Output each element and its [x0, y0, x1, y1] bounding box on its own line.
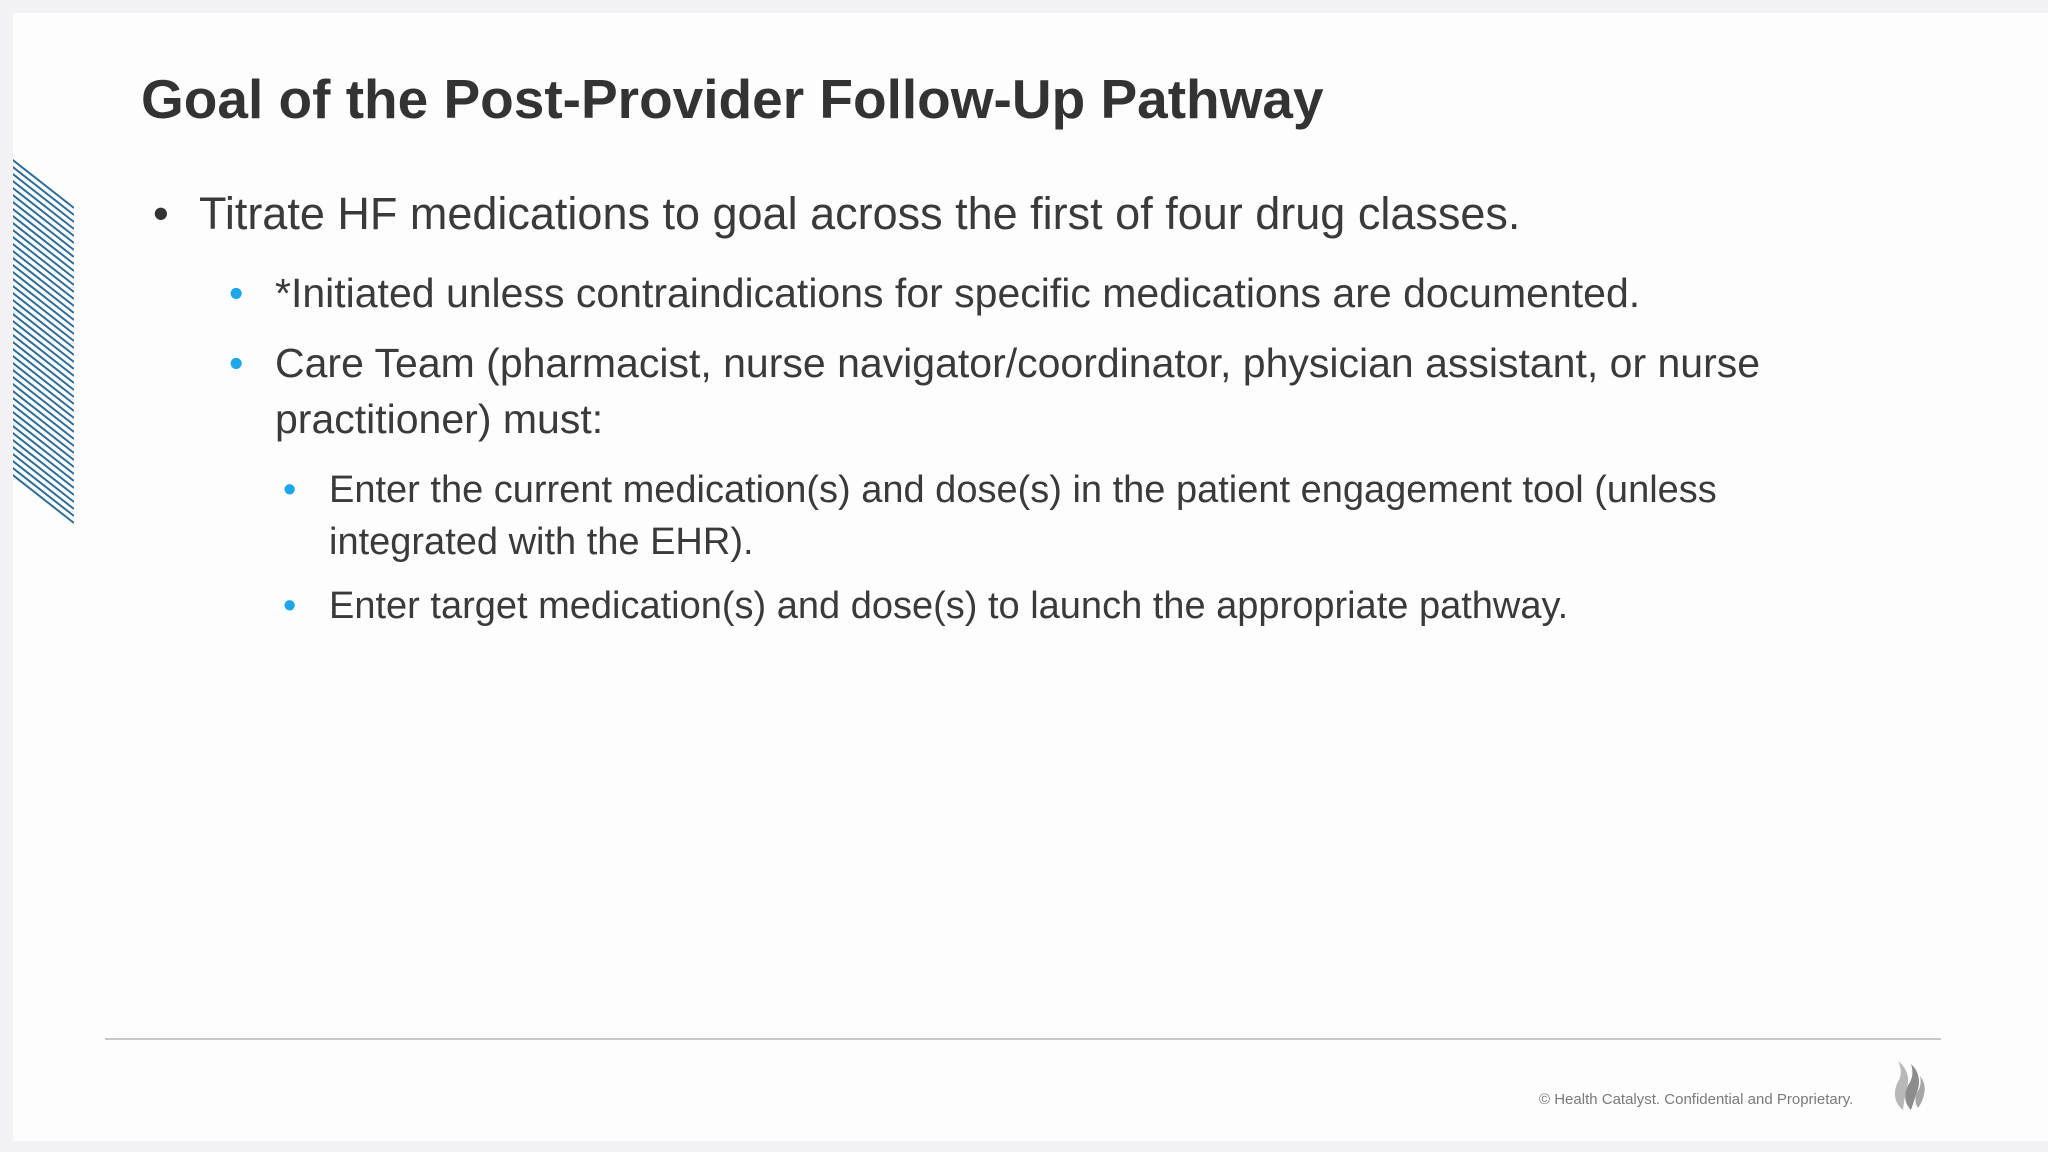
stripe-line — [13, 500, 74, 526]
bullet-dot-icon: • — [283, 469, 297, 511]
slide — [13, 13, 2048, 1141]
bullet-text: *Initiated unless contraindications for specific medications are documented. — [275, 270, 1641, 316]
bullet-text: Titrate HF medications to goal across the first of four drug classes. — [199, 188, 1521, 239]
bullet-dot-icon: • — [229, 270, 244, 316]
stripe-line — [13, 146, 74, 166]
stripe-line — [13, 146, 74, 159]
stripe-line — [13, 146, 74, 173]
bullet-dot-icon: • — [153, 188, 169, 239]
bullet-text: Enter target medication(s) and dose(s) to launch the appropriate pathway. — [329, 585, 1569, 627]
bullet-dot-icon: • — [283, 585, 297, 627]
bullet-text: Care Team (pharmacist, nurse navigator/coordinator, physician assistant, or nurse practitioner) must: — [275, 340, 1761, 442]
flame-logo-icon — [1889, 1058, 1927, 1112]
footer-copyright: © Health Catalyst. Confidential and Proprietary. — [1539, 1091, 1854, 1108]
stripe-line — [13, 521, 74, 526]
diagonal-stripes-decoration — [13, 146, 74, 526]
bullet-text: Enter the current medication(s) and dose(s) in the patient engagement tool (unless integrated with the EHR). — [329, 469, 1717, 563]
bullet-dot-icon: • — [229, 340, 244, 386]
slide-title: Goal of the Post-Provider Follow-Up Pathway — [141, 68, 1324, 130]
stripe-line — [13, 146, 74, 152]
footer-divider — [105, 1038, 1941, 1040]
stripe-line — [13, 146, 74, 194]
